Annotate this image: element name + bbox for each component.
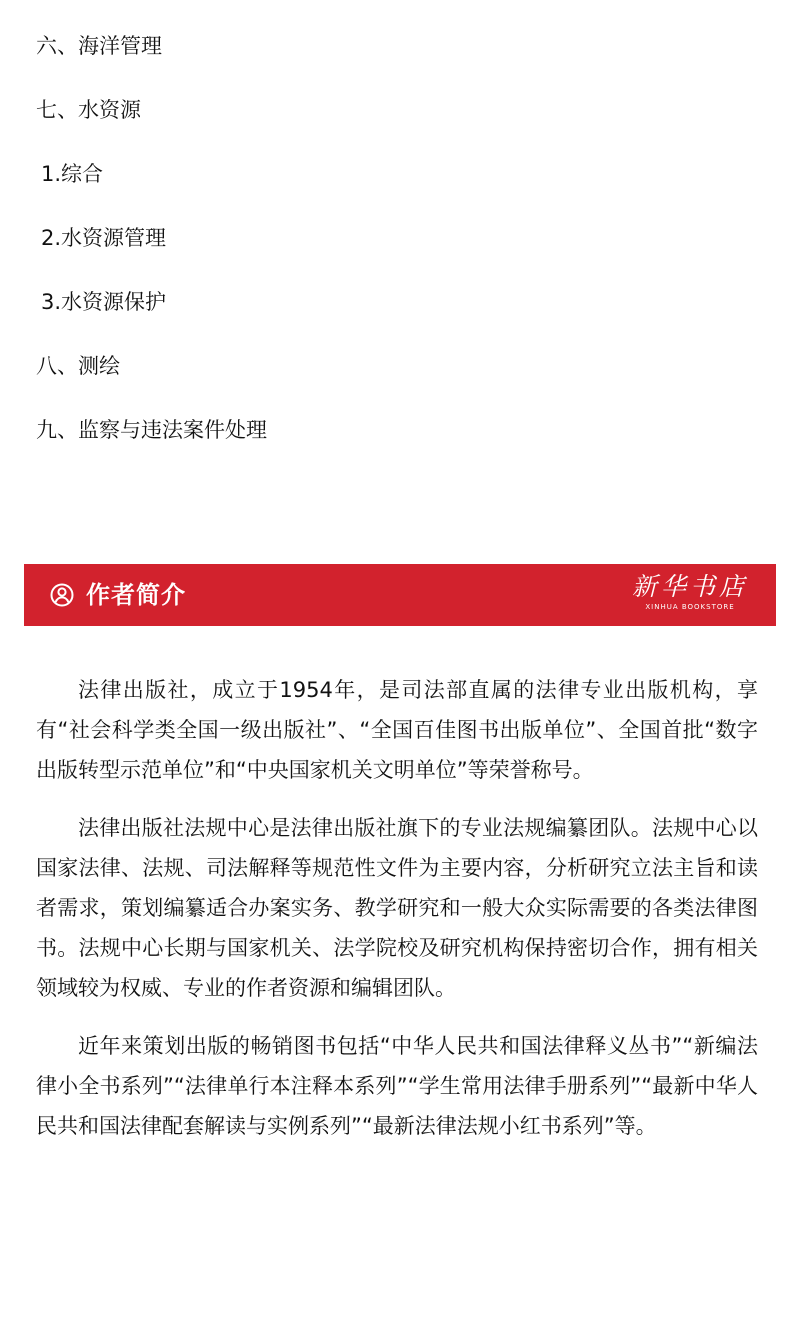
toc-item: 七、水资源 [36, 98, 141, 122]
toc-subitem: 1.综合 [41, 162, 104, 186]
toc-item: 九、监察与违法案件处理 [36, 418, 267, 442]
toc-subitem: 3.水资源保护 [41, 290, 167, 314]
toc-subitem: 2.水资源管理 [41, 226, 167, 250]
logo-chinese-text: 新华书店 [631, 572, 748, 601]
author-intro-banner [24, 564, 776, 626]
intro-paragraph: 法律出版社，成立于1954年，是司法部直属的法律专业出版机构，享有“社会科学类全国一级出版社”、“全国百佳图书出版单位”、全国首批“数字出版转型示范单位”和“中央国家机关文明单位”等荣誉称号。 [36, 678, 758, 782]
toc-item: 八、测绘 [36, 354, 120, 378]
table-of-contents [36, 26, 776, 474]
author-intro-body [36, 670, 758, 1164]
toc-item: 六、海洋管理 [36, 34, 162, 58]
intro-paragraph: 法律出版社法规中心是法律出版社旗下的专业法规编纂团队。法规中心以国家法律、法规、司法解释等规范性文件为主要内容，分析研究立法主旨和读者需求，策划编纂适合办案实务、教学研究和一般大众实际需要的各类法律图书。法规中心长期与国家机关、法学院校及研究机构保持密切合作，拥有相关领域较为权威、专业的作者资源和编辑团队。 [36, 816, 758, 1000]
section-title: 作者简介 [86, 581, 186, 609]
user-circle-icon [50, 583, 74, 607]
intro-paragraph: 近年来策划出版的畅销图书包括“中华人民共和国法律释义丛书”“新编法律小全书系列”“法律单行本注释本系列”“学生常用法律手册系列”“最新中华人民共和国法律配套解读与实例系列”“最新法律法规小红书系列”等。 [36, 1034, 758, 1138]
logo-english-text: XINHUA BOOKSTORE [645, 603, 735, 611]
xinhua-bookstore-logo [630, 572, 750, 618]
